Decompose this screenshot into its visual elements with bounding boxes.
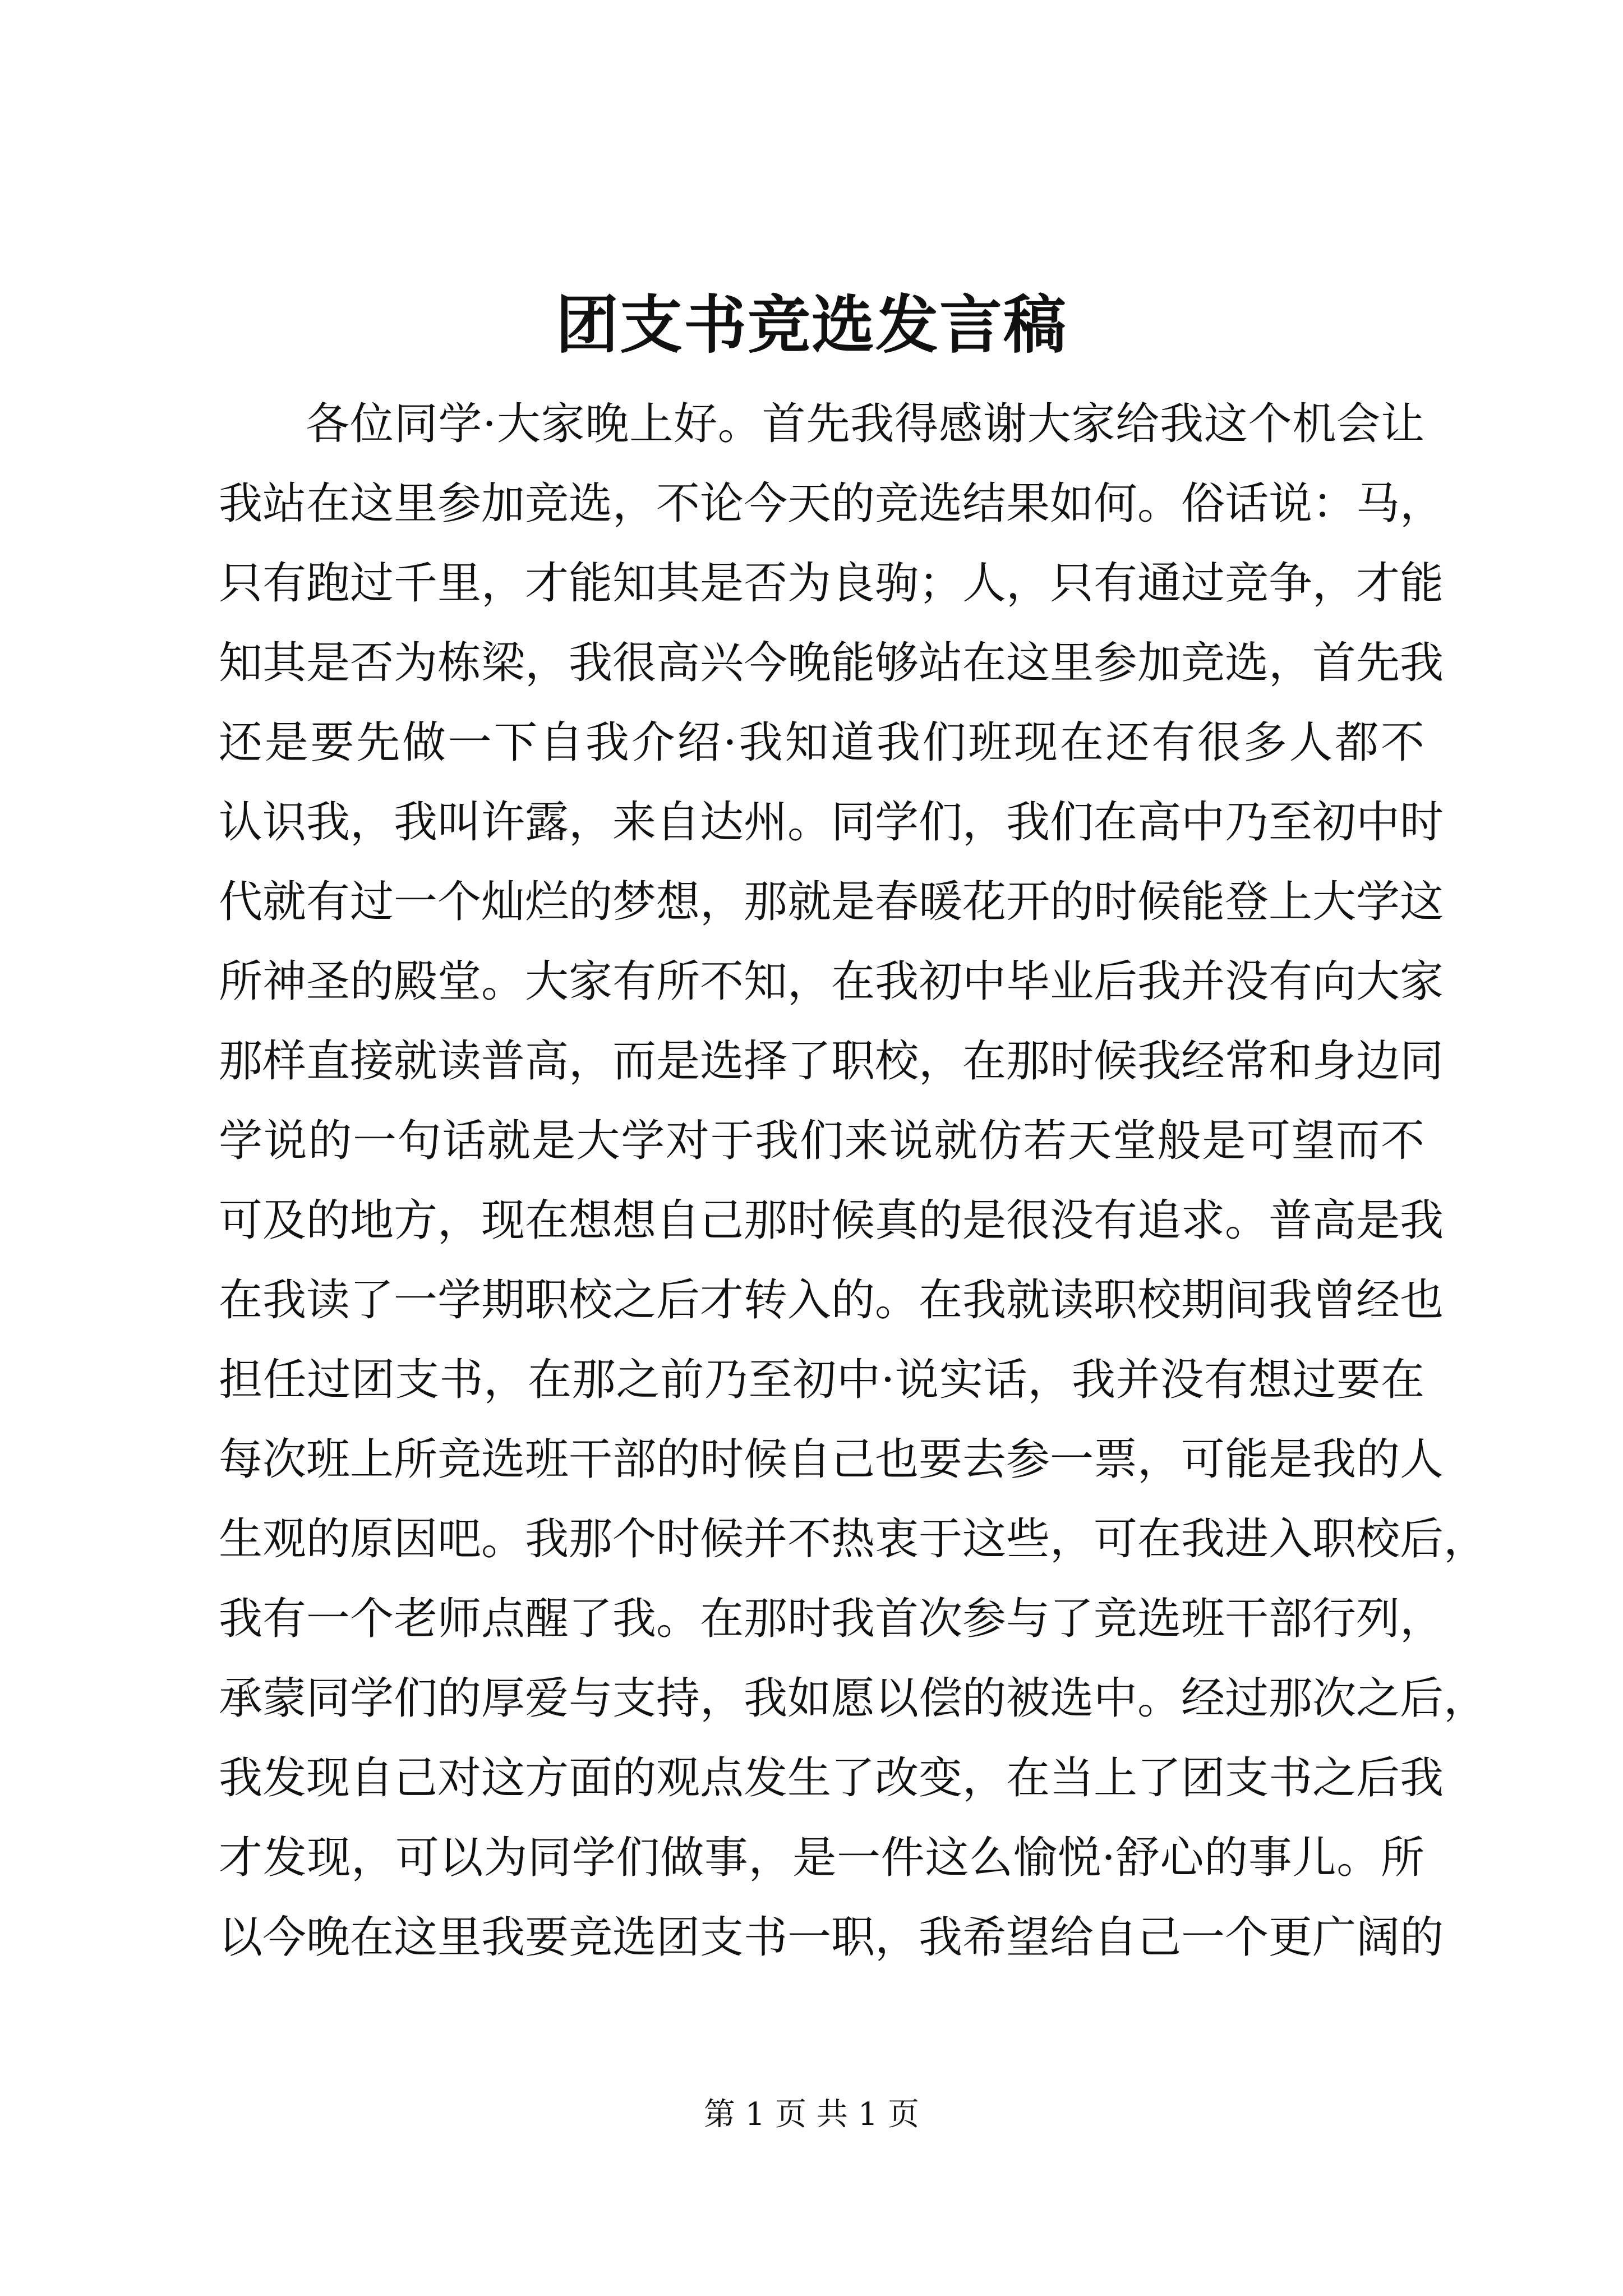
body-line: 我站在这里参加竞选，不论今天的竞选结果如何。俗话说：马， xyxy=(219,478,1444,529)
body-line: 在我读了一学期职校之后才转入的。在我就读职校期间我曾经也 xyxy=(219,1275,1444,1326)
document-title: 团支书竞选发言稿 xyxy=(556,288,1067,362)
body-line: 只有跑过千里，才能知其是否为良驹；人，只有通过竞争，才能 xyxy=(219,558,1444,609)
body-line: 可及的地方，现在想想自己那时候真的是很没有追求。普高是我 xyxy=(219,1195,1444,1246)
body-line: 那样直接就读普高，而是选择了职校，在那时候我经常和身边同 xyxy=(219,1036,1444,1087)
document-body xyxy=(219,384,1488,1977)
body-line: 每次班上所竞选班干部的时候自己也要去参一票，可能是我的人 xyxy=(219,1434,1444,1485)
body-line: 学说的一句话就是大学对于我们来说就仿若天堂般是可望而不 xyxy=(219,1116,1424,1166)
body-line: 承蒙同学们的厚爱与支持，我如愿以偿的被选中。经过那次之后， xyxy=(219,1673,1488,1724)
body-line: 认识我，我叫许露，来自达州。同学们，我们在高中乃至初中时 xyxy=(219,797,1444,848)
body-line: 生观的原因吧。我那个时候并不热衷于这些，可在我进入职校后， xyxy=(219,1514,1488,1565)
body-line: 知其是否为栋梁，我很高兴今晚能够站在这里参加竞选，首先我 xyxy=(219,638,1444,688)
body-line: 各位同学·大家晚上好。首先我得感谢大家给我这个机会让 xyxy=(306,399,1424,449)
body-line: 所神圣的殿堂。大家有所不知，在我初中毕业后我并没有向大家 xyxy=(219,956,1444,1007)
body-line: 才发现，可以为同学们做事，是一件这么愉悦·舒心的事儿。所 xyxy=(219,1833,1424,1883)
body-line: 我发现自己对这方面的观点发生了改变，在当上了团支书之后我 xyxy=(219,1753,1444,1803)
body-line: 代就有过一个灿烂的梦想，那就是春暖花开的时候能登上大学这 xyxy=(219,877,1444,927)
body-line: 担任过团支书，在那之前乃至初中·说实话，我并没有想过要在 xyxy=(219,1355,1424,1405)
body-line: 我有一个老师点醒了我。在那时我首次参与了竞选班干部行列， xyxy=(219,1594,1444,1644)
page-footer: 第 1 页 共 1 页 xyxy=(703,2096,920,2133)
body-line: 以今晚在这里我要竞选团支书一职，我希望给自己一个更广阔的 xyxy=(219,1912,1444,1963)
body-line: 还是要先做一下自我介绍·我知道我们班现在还有很多人都不 xyxy=(219,717,1424,768)
